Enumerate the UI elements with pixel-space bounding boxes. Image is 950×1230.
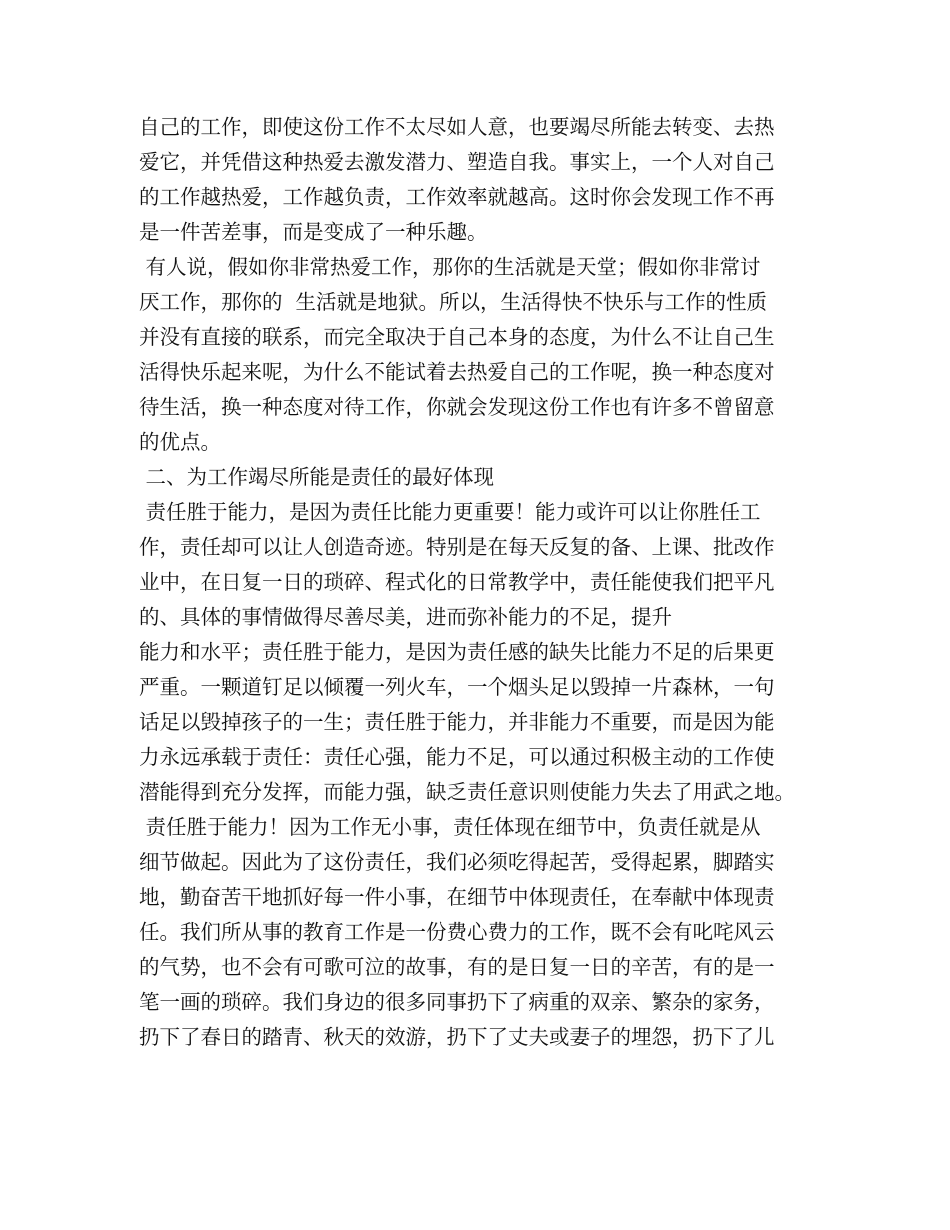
text-line-13: 作，责任却可以让人创造奇迹。特别是在每天反复的备、上课、批改作 [139,535,775,559]
text-line-20: 潜能得到充分发挥，而能力强，缺乏责任意识则使能力失去了用武之地。 [139,780,795,804]
text-line-5: 有人说，假如你非常热爱工作，那你的生活就是天堂；假如你非常讨 [139,255,761,279]
text-line-3: 的工作越热爱，工作越负责，工作效率就越高。这时你会发现工作不再 [139,185,775,209]
text-line-8: 活得快乐起来呢，为什么不能试着去热爱自己的工作呢，换一种态度对 [139,360,775,384]
text-line-26: 笔一画的琐碎。我们身边的很多同事扔下了病重的双亲、繁杂的家务， [139,990,775,1014]
text-line-2: 爱它，并凭借这种热爱去激发潜力、塑造自我。事实上，一个人对自己 [139,150,775,174]
text-line-4: 是一件苦差事，而是变成了一种乐趣。 [139,220,488,244]
text-line-9: 待生活，换一种态度对待工作，你就会发现这份工作也有许多不曾留意 [139,395,775,419]
text-line-1: 自己的工作，即使这份工作不太尽如人意，也要竭尽所能去转变、去热 [139,115,775,139]
text-line-23: 地，勤奋苦干地抓好每一件小事，在细节中体现责任，在奉献中体现责 [139,885,775,909]
text-line-14: 业中，在日复一日的琐碎、程式化的日常教学中，责任能使我们把平凡 [139,570,775,594]
body-text [139,110,839,1055]
text-line-10: 的优点。 [139,430,221,454]
text-line-6: 厌工作，那你的 生活就是地狱。所以，生活得快不快乐与工作的性质 [139,290,768,314]
text-line-12: 责任胜于能力，是因为责任比能力更重要！能力或许可以让你胜任工 [139,500,761,524]
text-line-7: 并没有直接的联系，而完全取决于自己本身的态度，为什么不让自己生 [139,325,775,349]
text-line-24: 任。我们所从事的教育工作是一份费心费力的工作，既不会有叱咤风云 [139,920,775,944]
text-line-19: 力永远承载于责任：责任心强，能力不足，可以通过积极主动的工作使 [139,745,775,769]
text-line-27: 扔下了春日的踏青、秋天的效游，扔下了丈夫或妻子的埋怨，扔下了儿 [139,1025,775,1049]
text-line-15: 的、具体的事情做得尽善尽美，进而弥补能力的不足，提升 [139,605,672,629]
text-line-21: 责任胜于能力！因为工作无小事，责任体现在细节中，负责任就是从 [139,815,761,839]
text-line-25: 的气势，也不会有可歌可泣的故事，有的是日复一日的辛苦，有的是一 [139,955,775,979]
text-line-18: 话足以毁掉孩子的一生；责任胜于能力，并非能力不重要，而是因为能 [139,710,775,734]
text-line-16: 能力和水平；责任胜于能力，是因为责任感的缺失比能力不足的后果更 [139,640,775,664]
text-line-17: 严重。一颗道钉足以倾覆一列火车，一个烟头足以毁掉一片森林，一句 [139,675,775,699]
text-line-22: 细节做起。因此为了这份责任，我们必须吃得起苦，受得起累，脚踏实 [139,850,775,874]
section-heading: 二、为工作竭尽所能是责任的最好体现 [139,465,495,489]
